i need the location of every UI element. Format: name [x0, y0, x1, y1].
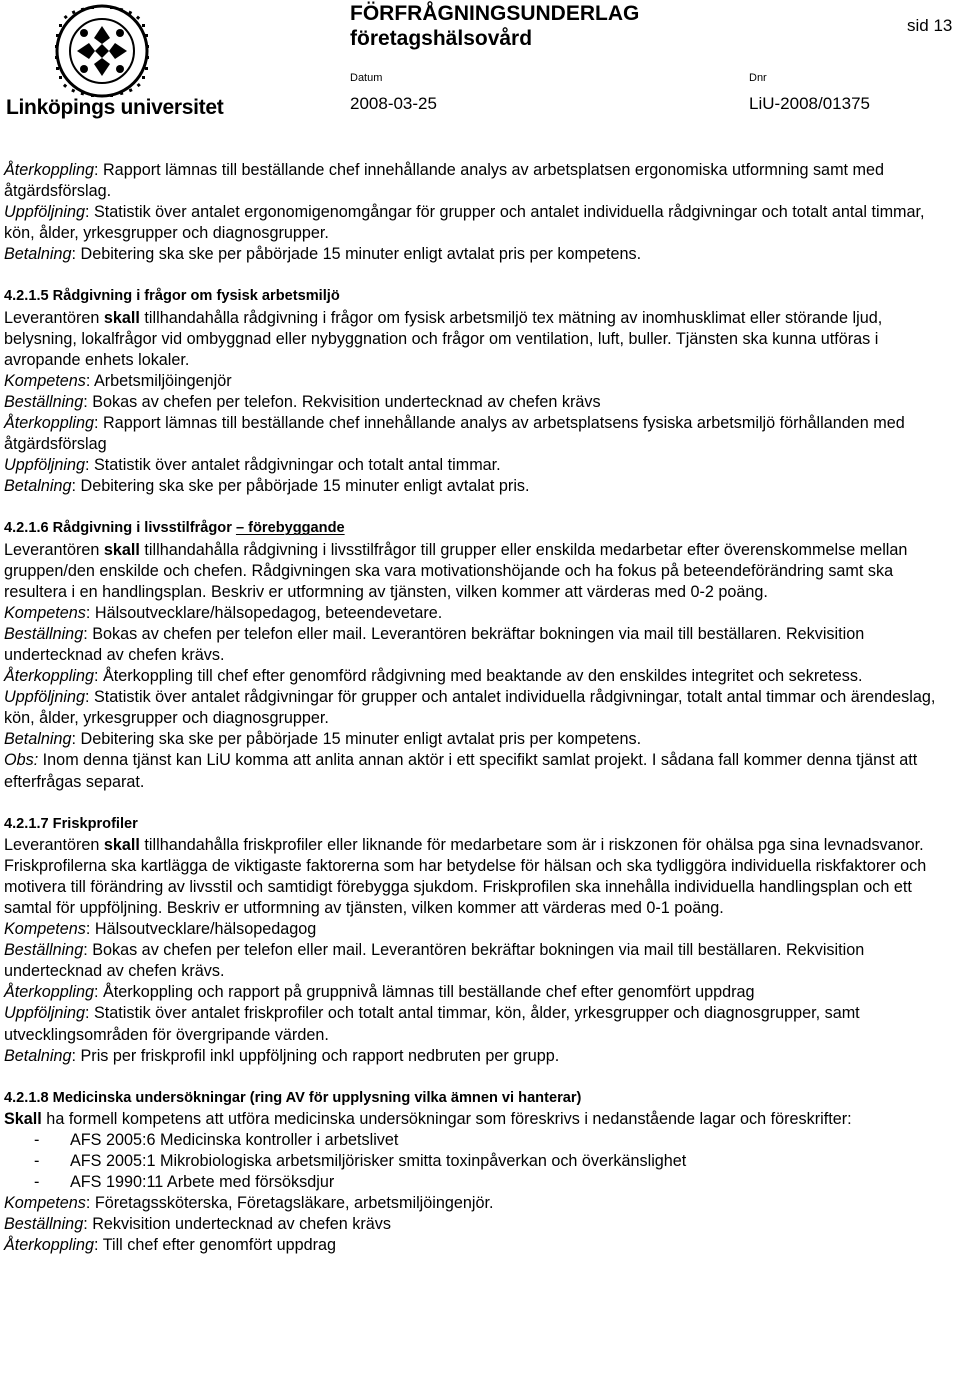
field-label: Återkoppling	[4, 1236, 94, 1255]
aterkoppling-line	[4, 666, 954, 687]
body-text: tillhandahålla friskprofiler eller liknande för medarbetare som är i riskzonen för ohälsa pga sina levnadsvanor. Friskprofilerna ska kartlägga de viktigaste faktorerna som har betydelse för hälsan och ska tydliggöra individuella riskfaktorer och motivera till förändring av livsstil och samtidigt förebygga sjukdom. Friskprofilen ska innehålla individuella handlingsplan och ett samtal för uppföljning. Beskriv er utformning av tjänsten, vilken kommer att värderas med 0-1 poäng.	[4, 835, 927, 917]
heading-underlined-text: – förebyggande	[235, 520, 345, 537]
document-subtitle: företagshälsovård	[350, 27, 533, 50]
section-body	[4, 1109, 954, 1130]
section-heading: 4.2.1.8 Medicinska undersökningar (ring AV för upplysning vilka ämnen vi hanterar)	[4, 1089, 582, 1106]
intro-uppfoljning	[4, 202, 954, 244]
list-item-text: AFS 1990:11 Arbete med försöksdjur	[70, 1173, 335, 1192]
skall-text: skall	[103, 308, 140, 327]
body-text: Leverantören	[4, 308, 104, 327]
field-label: Uppföljning	[4, 1004, 85, 1023]
intro-betalning	[4, 244, 954, 265]
field-label: Beställning	[4, 941, 84, 960]
betalning-line	[4, 1046, 954, 1067]
skall-text: skall	[103, 540, 140, 559]
field-label: Kompetens	[4, 1194, 86, 1213]
field-text: : Hälsoutvecklare/hälsopedagog	[85, 920, 317, 939]
field-label: Beställning	[4, 1215, 84, 1234]
body-text: tillhandahålla rådgivning i frågor om fysisk arbetsmiljö tex mätning av inomhusklimat eller störande ljud, belysning, lokalfrågor vid ombyggnad eller nybyggnation och frågor om ventilation, luft, buller. Tjänsten ska kunna utföras i avropande enhets lokaler.	[4, 308, 883, 369]
field-label: Kompetens	[4, 920, 86, 939]
field-label: Betalning	[4, 477, 72, 496]
field-label: Återkoppling	[4, 161, 94, 179]
uppfoljning-line	[4, 455, 954, 476]
body-text: tillhandahålla rådgivning i livsstilfrågor till grupper eller enskilda medarbetar efter överenskommelse mellan gruppen/den enskilde och chefen. Rådgivningen ska vara motivationshöjande och ha fokus på beteendeförändring samt ska resultera i en handlingsplan. Beskriv er utformning av tjänsten, vilken kommer att värderas med 0-2 poäng.	[4, 540, 908, 601]
body-text: Leverantören	[4, 540, 104, 559]
heading-text: 4.2.1.6 Rådgivning i livsstilfrågor	[4, 520, 236, 537]
field-text: : Statistik över antalet rådgivningar för grupper och antalet individuella rådgivningar, totalt antal timmar och ärendeslag, kön, ålder, yrkesgrupper och diagnosgrupper.	[4, 688, 936, 728]
body-text: ha formell kompetens att utföra medicinska undersökningar som föreskrivs i nedanstående lagar och föreskrifter:	[41, 1109, 852, 1128]
field-text: : Rapport lämnas till beställande chef innehållande analys av arbetsplatsen ergonomiska utformning samt med åtgärdsförslag.	[4, 161, 885, 201]
document-header	[0, 0, 960, 130]
field-text: : Statistik över antalet friskprofiler och totalt antal timmar, kön, ålder, yrkesgrupper och diagnosgrupper, samt utvecklingsområden för övergripande värden.	[4, 1004, 860, 1044]
field-label: Återkoppling	[4, 983, 94, 1002]
field-label: Återkoppling	[4, 414, 94, 433]
betalning-line	[4, 729, 954, 750]
field-text: : Företagssköterska, Företagsläkare, arbetsmiljöingenjör.	[85, 1194, 494, 1213]
field-label: Uppföljning	[4, 688, 85, 707]
field-text: : Återkoppling till chef efter genomförd rådgivning med beaktande av den enskildes integritet och sekretess.	[94, 667, 863, 686]
section-heading	[4, 518, 954, 539]
uppfoljning-line	[4, 687, 954, 729]
field-text: : Bokas av chefen per telefon. Rekvisition undertecknad av chefen krävs	[83, 392, 601, 411]
page-number: sid 13	[907, 16, 953, 35]
kompetens-line	[4, 603, 954, 624]
field-text: : Till chef efter genomfört uppdrag	[94, 1236, 337, 1255]
field-text: : Pris per friskprofil inkl uppföljning och rapport nedbruten per grupp.	[71, 1046, 560, 1065]
document-title: FÖRFRÅGNINGSUNDERLAG	[350, 2, 640, 25]
document-body	[4, 160, 954, 1257]
field-text: : Hälsoutvecklare/hälsopedagog, beteendevetare.	[85, 603, 443, 622]
bestallning-line	[4, 1214, 954, 1235]
field-text: : Rapport lämnas till beställande chef innehållande analys av arbetsplatsens fysiska arbetsmiljö förhållanden med åtgärdsförslag	[4, 414, 905, 454]
field-text: : Arbetsmiljöingenjör	[85, 371, 232, 390]
field-label: Kompetens	[4, 603, 86, 622]
date-value: 2008-03-25	[350, 94, 437, 113]
field-label: Återkoppling	[4, 667, 94, 686]
obs-line	[4, 750, 954, 792]
field-text: : Återkoppling och rapport på gruppnivå lämnas till beställande chef efter genomfört uppdrag	[94, 983, 755, 1002]
kompetens-line	[4, 919, 954, 940]
section-body	[4, 540, 954, 603]
section-heading: 4.2.1.7 Friskprofiler	[4, 815, 138, 832]
field-label: Betalning	[4, 730, 72, 749]
field-text: : Statistik över antalet ergonomigenomgångar för grupper och antalet individuella rådgivningar och totalt antal timmar, kön, ålder, yrkesgrupper och diagnosgrupper.	[4, 203, 925, 243]
field-text: : Debitering ska ske per påbörjade 15 minuter enligt avtalat pris per kompetens.	[71, 730, 642, 749]
uppfoljning-line	[4, 1003, 954, 1045]
university-name: Linköpings universitet	[6, 96, 224, 119]
betalning-line	[4, 476, 954, 497]
list-item-text: AFS 2005:1 Mikrobiologiska arbetsmiljörisker smitta toxinpåverkan och överkänslighet	[70, 1152, 687, 1171]
field-label: Beställning	[4, 392, 84, 411]
list-item: - AFS 1990:11 Arbete med försöksdjur	[34, 1173, 335, 1192]
field-text: : Statistik över antalet rådgivningar och totalt antal timmar.	[85, 456, 501, 475]
field-text: : Bokas av chefen per telefon eller mail. Leverantören bekräftar bokningen via mail till beställaren. Rekvisition undertecknad av chefen krävs.	[4, 941, 865, 981]
dnr-value: LiU-2008/01375	[749, 94, 870, 113]
skall-text: skall	[103, 835, 140, 854]
field-label: Uppföljning	[4, 456, 85, 475]
aterkoppling-line	[4, 982, 954, 1003]
dnr-label: Dnr	[749, 72, 767, 84]
section-body	[4, 308, 954, 371]
bestallning-line	[4, 940, 954, 982]
field-label: Betalning	[4, 245, 72, 264]
field-label: Beställning	[4, 624, 84, 643]
date-label: Datum	[350, 72, 383, 84]
list-item-text: AFS 2005:6 Medicinska kontroller i arbetslivet	[70, 1130, 399, 1149]
skall-text: Skall	[4, 1109, 42, 1128]
intro-aterkoppling	[4, 160, 954, 202]
field-label: Obs:	[4, 751, 39, 770]
kompetens-line	[4, 371, 954, 392]
university-seal-icon	[6, 4, 196, 100]
field-text: Inom denna tjänst kan LiU komma att anlita annan aktör i ett specifikt samlat projekt. I sådana fall kommer denna tjänst att efterfrågas separat.	[4, 751, 918, 791]
field-label: Kompetens	[4, 371, 86, 390]
kompetens-line	[4, 1193, 954, 1214]
field-label: Betalning	[4, 1046, 72, 1065]
section-body	[4, 835, 954, 919]
field-label: Uppföljning	[4, 203, 85, 222]
aterkoppling-line	[4, 413, 954, 455]
field-text: : Debitering ska ske per påbörjade 15 minuter enligt avtalat pris.	[71, 477, 530, 496]
list-item: - AFS 2005:6 Medicinska kontroller i arbetslivet	[34, 1130, 399, 1149]
field-text: : Debitering ska ske per påbörjade 15 minuter enligt avtalat pris per kompetens.	[71, 245, 642, 264]
field-text: : Bokas av chefen per telefon eller mail. Leverantören bekräftar bokningen via mail till beställaren. Rekvisition undertecknad av chefen krävs.	[4, 624, 865, 664]
bestallning-line	[4, 624, 954, 666]
field-text: : Rekvisition undertecknad av chefen krävs	[83, 1215, 391, 1234]
body-text: Leverantören	[4, 835, 104, 854]
section-heading: 4.2.1.5 Rådgivning i frågor om fysisk arbetsmiljö	[4, 288, 340, 305]
bestallning-line	[4, 392, 954, 413]
list-item: - AFS 2005:1 Mikrobiologiska arbetsmiljörisker smitta toxinpåverkan och överkänslighet	[34, 1152, 687, 1171]
aterkoppling-line	[4, 1235, 954, 1256]
